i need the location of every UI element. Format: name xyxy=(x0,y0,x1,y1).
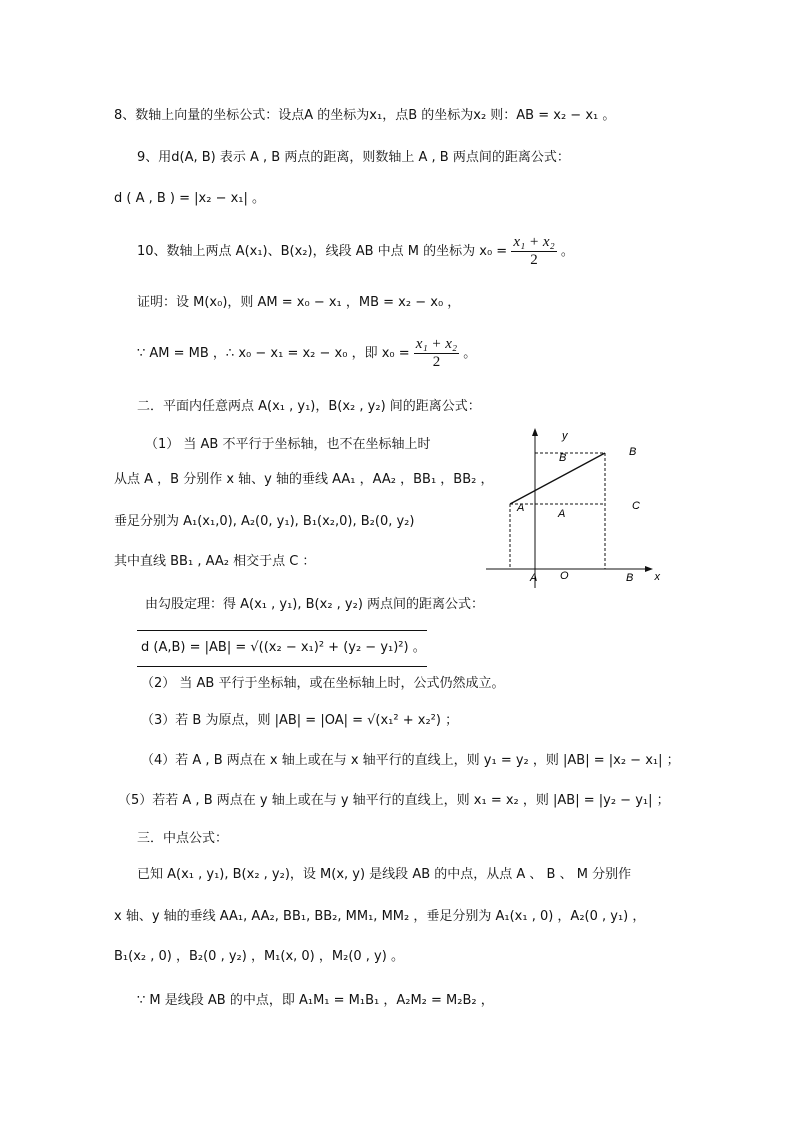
label-b: B xyxy=(629,446,637,458)
origin-label: O xyxy=(560,570,569,582)
midpoint-setup-1: 已知 A(x₁ , y₁), B(x₂ , y₂)，设 M(x, y) 是线段 AB 的中点，从点 A 、 B 、 M 分别作 xyxy=(137,867,632,882)
x-axis-arrow-icon xyxy=(645,566,653,572)
line-9-distance-definition: 9、用d(A, B) 表示 A , B 两点的距离，则数轴上 A , B 两点间的距离公式： xyxy=(137,150,570,165)
coordinate-figure xyxy=(482,425,662,595)
line-10-fraction xyxy=(511,234,556,269)
proof-line-1: 证明：设 M(x₀)，则 AM = x₀ − x₁ ，MB = x₂ − x₀ ， xyxy=(137,295,461,310)
segment-ab xyxy=(510,453,605,504)
line-10-midpoint-formula xyxy=(137,234,574,270)
label-b2: B xyxy=(559,452,567,464)
label-c: C xyxy=(632,500,640,512)
line-10-text: 10、数轴上两点 A(x₁)、B(x₂)，线段 AB 中点 M 的坐标为 x₀ = xyxy=(137,244,508,259)
section-3-heading: 三．中点公式： xyxy=(137,831,229,846)
proof-line-2-fraction xyxy=(414,336,459,371)
case-2: （2） 当 AB 平行于坐标轴，或在坐标轴上时，公式仍然成立。 xyxy=(141,676,505,691)
label-a: A xyxy=(517,502,525,514)
midpoint-setup-2: x 轴、y 轴的垂线 AA₁, AA₂, BB₁, BB₂, MM₁, MM₂ ，垂足分别为 A₁(x₁ , 0) ，A₂(0 , y₁) ， xyxy=(114,909,646,924)
line-10-denominator: 2 xyxy=(530,252,538,268)
case-1-feet: 垂足分别为 A₁(x₁,0), A₂(0, y₁), B₁(x₂,0), B₂(0, y₂) xyxy=(114,514,415,529)
proof-line-2 xyxy=(137,336,476,372)
line-10-numerator: x₁ + x₂ xyxy=(513,234,555,250)
label-b1: B xyxy=(626,572,634,584)
formula-top-rule xyxy=(137,630,427,631)
formula-bottom-rule xyxy=(137,666,427,667)
proof-line-2-text: ∵ AM = MB ，∴ x₀ − x₁ = x₂ − x₀ ，即 x₀ = xyxy=(137,346,410,361)
midpoint-setup-3: B₁(x₂ , 0) ，B₂(0 , y₂) ，M₁(x, 0) ，M₂(0 , y) 。 xyxy=(114,949,404,964)
label-a1: A xyxy=(530,572,538,584)
case-5: （5）若若 A , B 两点在 y 轴上或在与 y 轴平行的直线上，则 x₁ = x₂ ，则 |AB| = |y₂ − y₁| ； xyxy=(118,793,670,808)
section-2-heading: 二．平面内任意两点 A(x₁ , y₁)，B(x₂ , y₂) 间的距离公式： xyxy=(137,399,481,414)
line-8-vector-coordinate-formula: 8、数轴上向量的坐标公式：设点A 的坐标为x₁，点B 的坐标为x₂ 则：AB = x₂ − x₁ 。 xyxy=(114,108,616,123)
case-1-condition: （1） 当 AB 不平行于坐标轴，也不在坐标轴上时 xyxy=(145,437,431,452)
y-axis-arrow-icon xyxy=(532,428,538,436)
pythagorean-intro: 由勾股定理：得 A(x₁ , y₁), B(x₂ , y₂) 两点间的距离公式： xyxy=(145,597,485,612)
case-1-perpendiculars: 从点 A ，B 分别作 x 轴、y 轴的垂线 AA₁ ，AA₂ ，BB₁ ，BB₂ ， xyxy=(114,472,494,487)
proof-line-2-numerator: x₁ + x₂ xyxy=(415,336,458,352)
line-10-end: 。 xyxy=(560,244,574,259)
y-axis-label: y xyxy=(562,430,568,442)
x-axis-label: x xyxy=(654,571,660,583)
proof-line-2-denominator: 2 xyxy=(432,354,441,370)
case-1-intersection: 其中直线 BB₁ , AA₂ 相交于点 C ： xyxy=(114,554,316,569)
proof-line-2-end: 。 xyxy=(463,346,477,361)
label-a-inner: A xyxy=(558,508,566,520)
line-9-distance-formula: d ( A , B ) = |x₂ − x₁| 。 xyxy=(114,191,266,206)
case-3: （3）若 B 为原点，则 |AB| = |OA| = √(x₁² + x₂²) ； xyxy=(141,713,459,728)
case-4: （4）若 A , B 两点在 x 轴上或在与 x 轴平行的直线上，则 y₁ = y₂ ，则 |AB| = |x₂ − x₁| ； xyxy=(141,753,680,768)
midpoint-reasoning: ∵ M 是线段 AB 的中点，即 A₁M₁ = M₁B₁ ，A₂M₂ = M₂B₂ ， xyxy=(137,993,494,1008)
distance-formula: d (A,B) = |AB| = √((x₂ − x₁)² + (y₂ − y₁)²) 。 xyxy=(141,640,426,655)
